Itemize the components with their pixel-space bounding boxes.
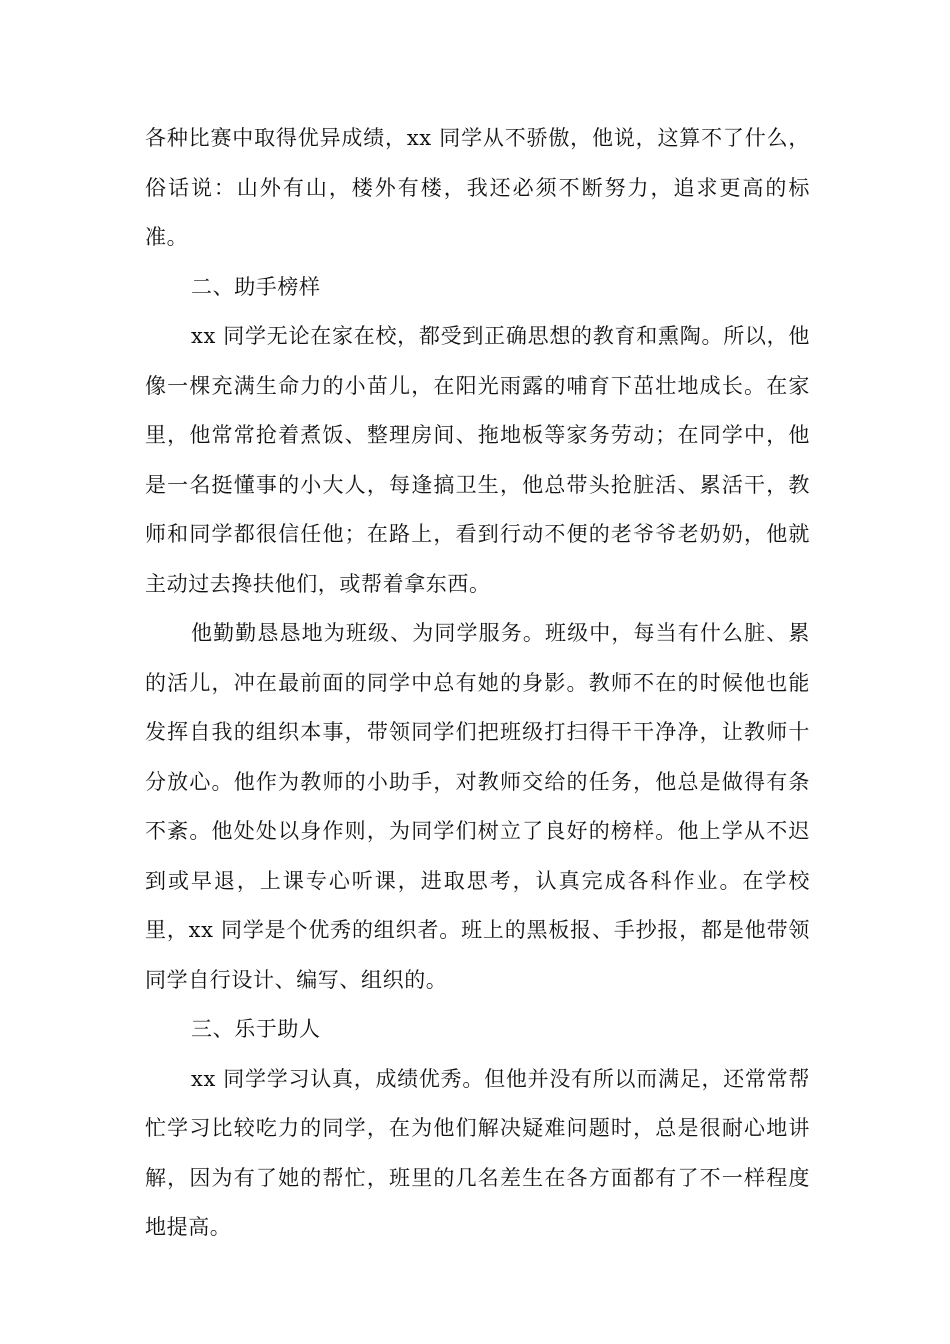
- paragraph-continuation: 各种比赛中取得优异成绩，xx 同学从不骄傲，他说，这算不了什么，俗话说：山外有山，楼外有楼，我还必须不断努力，追求更高的标准。: [145, 126, 810, 249]
- paragraph-home-and-school: xx 同学无论在家在校，都受到正确思想的教育和熏陶。所以，他像一棵充满生命力的小苗儿，在阳光雨露的哺育下茁壮地成长。在家里，他常常抢着煮饭、整理房间、拖地板等家务劳动；在同学中，他是一名挺懂事的小大人，每逢搞卫生，他总带头抢脏活、累活干，教师和同学都很信任他；在路上，看到行动不便的老爷爷老奶奶，他就主动过去搀扶他们，或帮着拿东西。: [145, 324, 810, 596]
- paragraph-class-service: 他勤勤恳恳地为班级、为同学服务。班级中，每当有什么脏、累的活儿，冲在最前面的同学中总有她的身影。教师不在的时候他也能发挥自我的组织本事，带领同学们把班级打扫得干干净净，让教师十分放心。他作为教师的小助手，对教师交给的任务，他总是做得有条不紊。他处处以身作则，为同学们树立了良好的榜样。他上学从不迟到或早退，上课专心听课，进取思考，认真完成各科作业。在学校里，xx 同学是个优秀的组织者。班上的黑板报、手抄报，都是他带领同学自行设计、编写、组织的。: [145, 621, 810, 992]
- section-heading-helper-role-model: 二、助手榜样: [191, 274, 321, 299]
- section-heading-helping-others: 三、乐于助人: [191, 1017, 321, 1041]
- paragraph-study-help: xx 同学学习认真，成绩优秀。但他并没有所以而满足，还常常帮忙学习比较吃力的同学，在为他们解决疑难问题时，总是很耐心地讲解，因为有了她的帮忙，班里的几名差生在各方面都有了不一样程度地提高。: [145, 1066, 810, 1239]
- document-body: [145, 114, 810, 1253]
